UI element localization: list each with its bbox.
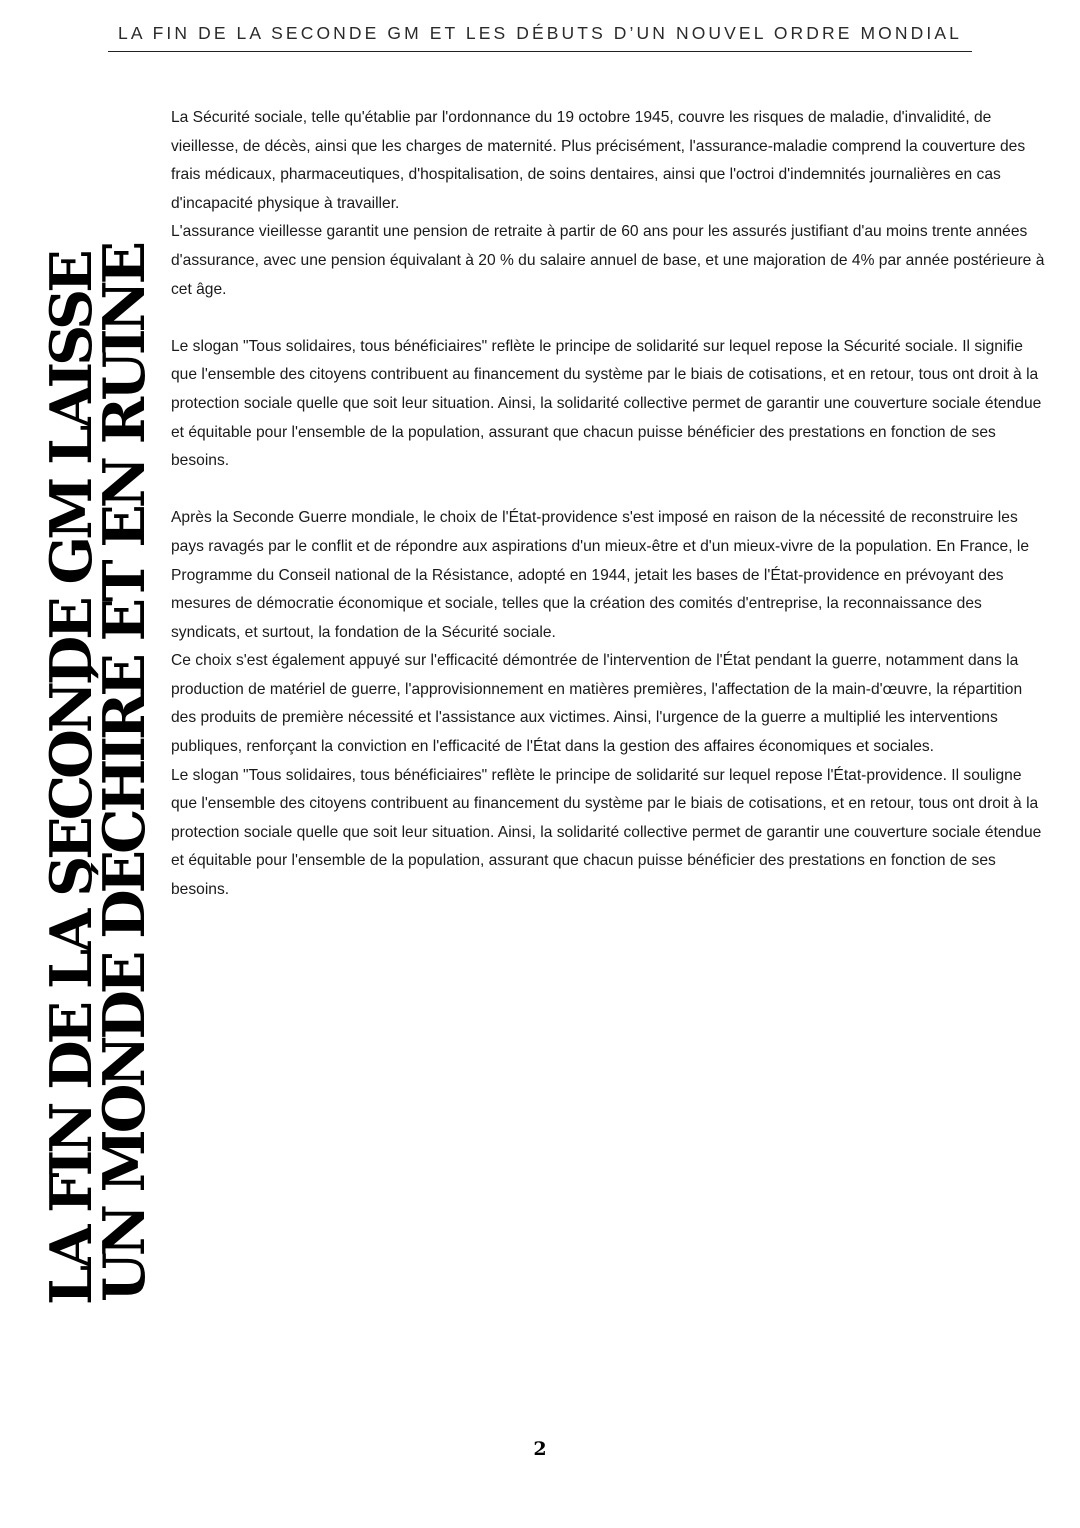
side-title-line-2: UN MONDE DÉCHIRÉ ET EN RUINE [91, 244, 158, 1302]
side-title-line-1: LA FIN DE LA SECONDE GM LAISSE [38, 253, 105, 1305]
paragraph-slogan-securite-sociale: Le slogan "Tous solidaires, tous bénéficiaires" reflète le principe de solidarité sur lequel repose la Sécurité sociale. Il signifie que l'ensemble des citoyens contribuent au financement du système par le biais de cotisations, et en retour, tous ont droit à la protection sociale quelle que soit leur situation. Ainsi, la solidarité collective permet de garantir une couverture sociale étendue et équitable pour l'ensemble de la population, assurant que chacun puisse bénéficier des prestations en fonction de ses besoins. [171, 337, 1042, 470]
body-text [171, 104, 1049, 905]
paragraph-securite-sociale: La Sécurité sociale, telle qu'établie par l'ordonnance du 19 octobre 1945, couvre les risques de maladie, d'invalidité, de vieillesse, de décès, ainsi que les charges de maternité. Plus précisément, l'assurance-maladie comprend la couverture des frais médicaux, pharmaceutiques, d'hospitalisation, de soins dentaires, ainsi que l'octroi d'indemnités journalières en cas d'incapacité physique à travailler. [171, 109, 1026, 212]
header-rule [108, 51, 972, 52]
side-title [38, 145, 158, 1305]
paragraph-etat-providence: Après la Seconde Guerre mondiale, le choix de l'État-providence s'est imposé en raison de la nécessité de reconstruire les pays ravagés par le conflit et de répondre aux aspirations d'un mieux-être et d'un mieux-vivre de la population. En France, le Programme du Conseil national de la Résistance, adopté en 1944, jetait les bases de l'État-providence en prévoyant des mesures de démocratie économique et sociale, telles que la création des comités d'entreprise, la reconnaissance des syndicats, et surtout, la fondation de la Sécurité sociale. [171, 509, 1030, 641]
running-header: LA FIN DE LA SECONDE GM ET LES DÉBUTS D’UN NOUVEL ORDRE MONDIAL [118, 23, 962, 43]
paragraph-assurance-vieillesse: L'assurance vieillesse garantit une pension de retraite à partir de 60 ans pour les assurés justifiant d'au moins trente années d'assurance, avec une pension équivalant à 20 % du salaire annuel de base, et une majoration de 4% par année postérieure à cet âge. [171, 223, 1045, 298]
paragraph-intervention-etat: Ce choix s'est également appuyé sur l'efficacité démontrée de l'intervention de l'État pendant la guerre, notamment dans la production de matériel de guerre, l'approvisionnement en matières premières, l'affectation de la main-d'œuvre, la répartition des produits de première nécessité et l'assistance aux victimes. Ainsi, l'urgence de la guerre a multiplié les interventions publiques, renforçant la conviction en l'efficacité de l'État dans la gestion des affaires économiques et sociales. [171, 652, 1023, 756]
paragraph-slogan-etat-providence: Le slogan "Tous solidaires, tous bénéficiaires" reflète le principe de solidarité sur lequel repose l'État-providence. Il souligne que l'ensemble des citoyens contribuent au financement du système par le biais de cotisations, et en retour, tous ont droit à la protection sociale quelle que soit leur situation. Ainsi, la solidarité collective permet de garantir une couverture sociale étendue et équitable pour l'ensemble de la population, assurant que chacun puisse bénéficier des prestations en fonction de ses besoins. [171, 766, 1042, 899]
page-number: 2 [533, 1438, 547, 1460]
